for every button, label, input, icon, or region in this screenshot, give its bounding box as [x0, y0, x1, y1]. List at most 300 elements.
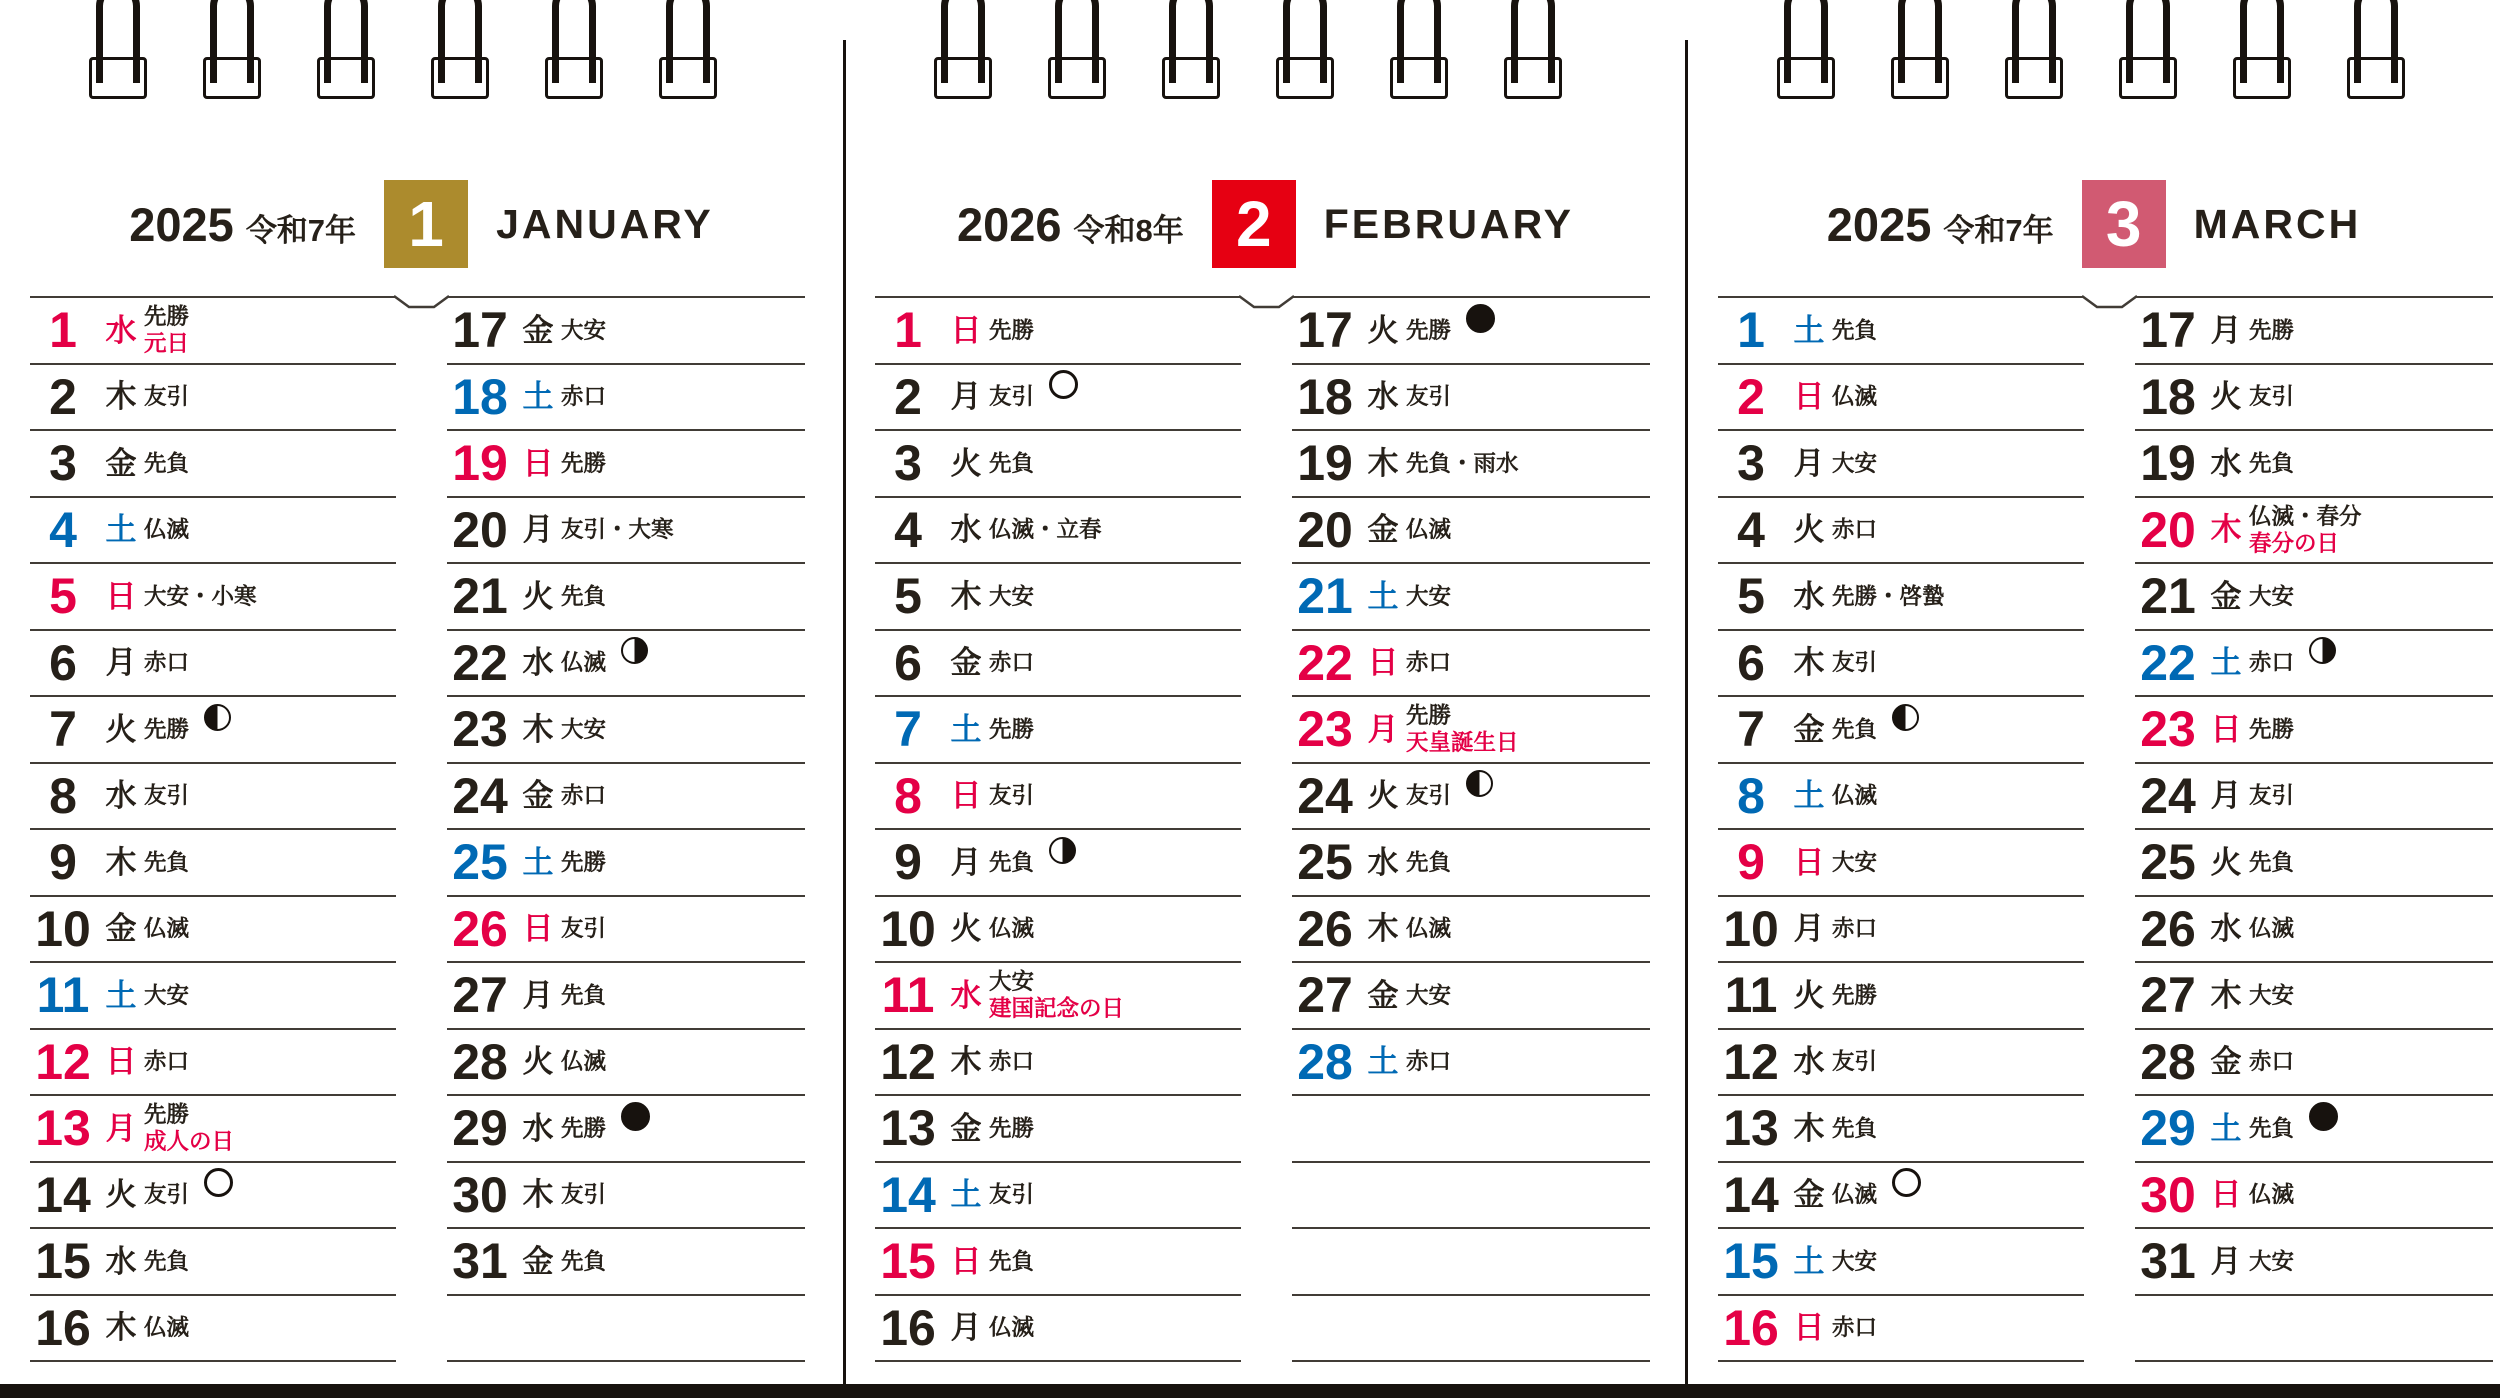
- day-number: 6: [894, 634, 922, 691]
- binder-ring-wire: [1511, 0, 1555, 83]
- day-number: 5: [1737, 568, 1765, 625]
- weekday-label: 月: [1793, 911, 1825, 947]
- rokuyo-label: 先勝: [1406, 317, 1452, 343]
- weekday-label: 日: [1793, 379, 1825, 415]
- rokuyo-label: 先勝: [144, 716, 190, 742]
- day-number: 1: [49, 302, 77, 359]
- binder-ring-wire: [552, 0, 596, 83]
- rokuyo-label: 赤口: [989, 650, 1035, 676]
- binder-rings-row: [1688, 0, 2500, 110]
- weekday-label: 金: [1367, 977, 1399, 1013]
- binder-ring-wire: [2126, 0, 2170, 83]
- calendar-row: [447, 431, 805, 498]
- rokuyo-label: 赤口: [2249, 650, 2295, 676]
- day-number: 17: [452, 302, 508, 359]
- rokuyo-label: 友引: [1832, 1049, 1878, 1075]
- calendar-row: [875, 498, 1241, 565]
- day-number: 18: [2140, 368, 2196, 425]
- day-number: 17: [2140, 302, 2196, 359]
- calendar-row: [875, 1296, 1241, 1363]
- rokuyo-label: 仏滅: [2249, 916, 2295, 942]
- year-label: 2025: [1826, 197, 1932, 251]
- calendar-row: [1292, 697, 1650, 764]
- rokuyo-label: 仏滅: [1832, 384, 1878, 410]
- calendar-row: [2135, 631, 2493, 698]
- calendar-row: [1718, 1296, 2084, 1363]
- month-panel-march: [1688, 0, 2500, 1398]
- weekday-label: 水: [105, 312, 137, 348]
- day-number: 12: [880, 1033, 936, 1090]
- calendar-row: [30, 1030, 396, 1097]
- rokuyo-label: 大安: [1406, 583, 1452, 609]
- calendar-column-right: [447, 296, 805, 1362]
- day-number: 23: [1297, 701, 1353, 758]
- month-name: FEBRUARY: [1323, 200, 1575, 247]
- month-panel-february: [845, 0, 1686, 1398]
- calendar-row: [875, 365, 1241, 432]
- calendar-row: [30, 697, 396, 764]
- weekday-label: 木: [1793, 1110, 1825, 1146]
- rokuyo-label: 先負: [1406, 849, 1452, 875]
- day-number: 28: [452, 1033, 508, 1090]
- day-number: 14: [880, 1166, 936, 1223]
- calendar-row: [447, 897, 805, 964]
- full-moon-icon: [1049, 370, 1078, 399]
- binder-ring-wire: [438, 0, 482, 83]
- calendar-row: [30, 1296, 396, 1363]
- rokuyo-label: 友引: [561, 1182, 607, 1208]
- calendar-row: [875, 631, 1241, 698]
- weekday-label: 土: [2210, 1110, 2242, 1146]
- year-label: 2025: [129, 197, 234, 251]
- weekday-label: 月: [522, 977, 554, 1013]
- new-moon-icon: [621, 1102, 650, 1131]
- day-number: 13: [880, 1100, 936, 1157]
- weekday-label: 土: [2210, 645, 2242, 681]
- rokuyo-label: 友引: [989, 384, 1035, 410]
- day-number: 15: [35, 1233, 91, 1290]
- weekday-label: 木: [1793, 645, 1825, 681]
- calendar-row: [875, 897, 1241, 964]
- weekday-label: 金: [105, 445, 137, 481]
- calendar-row: [2135, 764, 2493, 831]
- weekday-label: 水: [1367, 844, 1399, 880]
- calendar-row: [30, 1163, 396, 1230]
- weekday-label: 水: [1793, 1044, 1825, 1080]
- rokuyo-label: 友引: [144, 1182, 190, 1208]
- rokuyo-label: 先勝: [561, 1115, 607, 1141]
- day-number: 29: [2140, 1100, 2196, 1157]
- day-number: 20: [452, 501, 508, 558]
- weekday-label: 土: [522, 379, 554, 415]
- rokuyo-label: 大安: [989, 583, 1035, 609]
- rokuyo-label: 仏滅: [989, 916, 1035, 942]
- day-number: 8: [49, 767, 77, 824]
- rokuyo-label: 大安: [2249, 1248, 2295, 1274]
- calendar-row: [2135, 697, 2493, 764]
- weekday-label: 火: [522, 578, 554, 614]
- calendar-row: [447, 1229, 805, 1296]
- weekday-label: 水: [105, 778, 137, 814]
- rokuyo-label: 赤口: [1832, 1315, 1878, 1341]
- weekday-label: 水: [105, 1243, 137, 1279]
- day-number: 16: [880, 1299, 936, 1356]
- rokuyo-label: 友引: [144, 384, 190, 410]
- calendar-row: [1718, 564, 2084, 631]
- day-number: 9: [1737, 834, 1765, 891]
- day-number: 25: [2140, 834, 2196, 891]
- weekday-label: 火: [105, 711, 137, 747]
- year-label: 2026: [956, 197, 1062, 251]
- rokuyo-label: 先勝: [1406, 703, 1452, 729]
- day-number: 15: [880, 1233, 936, 1290]
- calendar-row: [30, 431, 396, 498]
- month-header: [845, 170, 1686, 278]
- month-name: JANUARY: [496, 200, 714, 247]
- day-number: 26: [452, 900, 508, 957]
- calendar-row: [1292, 1030, 1650, 1097]
- day-number: 7: [1737, 701, 1765, 758]
- calendar-row: [447, 830, 805, 897]
- day-number: 17: [1297, 302, 1353, 359]
- calendar-row: [30, 963, 396, 1030]
- weekday-label: 火: [1793, 512, 1825, 548]
- weekday-label: 木: [950, 1044, 982, 1080]
- weekday-label: 月: [950, 379, 982, 415]
- weekday-label: 木: [2210, 512, 2242, 548]
- calendar-row: [1292, 1163, 1650, 1230]
- day-number: 21: [1297, 568, 1353, 625]
- calendar-row: [1718, 1163, 2084, 1230]
- day-number: 13: [35, 1100, 91, 1157]
- binder-ring-wire: [666, 0, 710, 83]
- calendar-row: [30, 1096, 396, 1163]
- center-tab: [1238, 295, 1296, 311]
- rokuyo-label: 先勝: [2249, 716, 2295, 742]
- calendar-row: [447, 631, 805, 698]
- binder-ring-wire: [210, 0, 254, 83]
- calendar-row: [1292, 631, 1650, 698]
- day-number: 10: [35, 900, 91, 957]
- weekday-label: 土: [522, 844, 554, 880]
- day-number: 8: [894, 767, 922, 824]
- weekday-label: 月: [2210, 312, 2242, 348]
- calendar-row: [1718, 897, 2084, 964]
- day-number: 5: [49, 568, 77, 625]
- day-number: 11: [1724, 967, 1778, 1024]
- rokuyo-label: 先負: [2249, 849, 2295, 875]
- rokuyo-label: 赤口: [561, 384, 607, 410]
- day-number: 19: [1297, 435, 1353, 492]
- calendar-row: [875, 764, 1241, 831]
- rokuyo-label: 赤口: [1832, 916, 1878, 942]
- weekday-label: 月: [2210, 1243, 2242, 1279]
- weekday-label: 水: [2210, 445, 2242, 481]
- weekday-label: 金: [105, 911, 137, 947]
- weekday-label: 日: [1793, 1310, 1825, 1346]
- rokuyo-label: 友引: [989, 783, 1035, 809]
- full-moon-icon: [204, 1168, 233, 1197]
- binder-ring-wire: [324, 0, 368, 83]
- rokuyo-label: 仏滅: [1832, 1182, 1878, 1208]
- day-number: 6: [1737, 634, 1765, 691]
- calendar-row: [1292, 1096, 1650, 1163]
- calendar-row: [30, 1229, 396, 1296]
- binder-rings-row: [845, 0, 1686, 110]
- weekday-label: 月: [105, 645, 137, 681]
- rokuyo-label: 仏滅: [989, 1315, 1035, 1341]
- calendar-row: [447, 1030, 805, 1097]
- calendar-row: [2135, 1030, 2493, 1097]
- rokuyo-label: 先負: [989, 450, 1035, 476]
- weekday-label: 日: [2210, 1177, 2242, 1213]
- day-number: 20: [2140, 501, 2196, 558]
- first-quarter-moon-icon: [204, 704, 231, 731]
- calendar-column-left: [1718, 296, 2084, 1362]
- day-number: 19: [452, 435, 508, 492]
- calendar-row: [2135, 1163, 2493, 1230]
- weekday-label: 土: [1367, 578, 1399, 614]
- weekday-label: 日: [1367, 645, 1399, 681]
- calendar-row: [30, 298, 396, 365]
- weekday-label: 月: [950, 1310, 982, 1346]
- calendar-row: [447, 1163, 805, 1230]
- day-number: 8: [1737, 767, 1765, 824]
- calendar-row: [875, 1229, 1241, 1296]
- calendar-row: [1718, 631, 2084, 698]
- calendar-row: [2135, 830, 2493, 897]
- weekday-label: 金: [522, 312, 554, 348]
- rokuyo-label: 先勝: [561, 450, 607, 476]
- rokuyo-label: 友引: [989, 1182, 1035, 1208]
- calendar-row: [1718, 365, 2084, 432]
- day-number: 3: [1737, 435, 1765, 492]
- weekday-label: 月: [2210, 778, 2242, 814]
- calendar-row: [1292, 298, 1650, 365]
- rokuyo-label: 先勝・啓蟄: [1832, 583, 1945, 609]
- last-quarter-moon-icon: [1049, 837, 1076, 864]
- day-number: 21: [452, 568, 508, 625]
- weekday-label: 日: [522, 911, 554, 947]
- weekday-label: 火: [950, 445, 982, 481]
- calendar-row: [447, 498, 805, 565]
- weekday-label: 日: [1793, 844, 1825, 880]
- weekday-label: 金: [950, 1110, 982, 1146]
- new-moon-icon: [2309, 1102, 2338, 1131]
- day-number: 12: [1723, 1033, 1779, 1090]
- calendar-row: [447, 298, 805, 365]
- day-number: 4: [894, 501, 922, 558]
- calendar-row: [2135, 365, 2493, 432]
- calendar-row: [30, 564, 396, 631]
- rokuyo-label: 友引・大寒: [561, 517, 674, 543]
- weekday-label: 月: [950, 844, 982, 880]
- rokuyo-label: 先勝: [561, 849, 607, 875]
- weekday-label: 土: [105, 977, 137, 1013]
- day-number: 22: [1297, 634, 1353, 691]
- calendar-row: [2135, 897, 2493, 964]
- weekday-label: 土: [105, 512, 137, 548]
- day-number: 22: [2140, 634, 2196, 691]
- day-number: 18: [452, 368, 508, 425]
- weekday-label: 木: [1367, 911, 1399, 947]
- weekday-label: 金: [2210, 578, 2242, 614]
- rokuyo-label: 先負: [561, 1248, 607, 1274]
- weekday-label: 金: [522, 1243, 554, 1279]
- rokuyo-label: 先負: [144, 1248, 190, 1274]
- calendar-row: [447, 697, 805, 764]
- last-quarter-moon-icon: [621, 637, 648, 664]
- new-moon-icon: [1466, 304, 1495, 333]
- day-number: 7: [894, 701, 922, 758]
- month-header: [0, 170, 843, 278]
- weekday-label: 火: [950, 911, 982, 947]
- rokuyo-label: 赤口: [1832, 517, 1878, 543]
- calendar-row: [30, 631, 396, 698]
- rokuyo-label: 大安: [1406, 982, 1452, 1008]
- center-tab: [2081, 295, 2139, 311]
- calendar-row: [2135, 1229, 2493, 1296]
- weekday-label: 日: [950, 778, 982, 814]
- day-number: 31: [2140, 1233, 2196, 1290]
- rokuyo-label: 先負: [561, 982, 607, 1008]
- day-number: 10: [880, 900, 936, 957]
- weekday-label: 土: [1793, 778, 1825, 814]
- calendar-row: [1718, 1030, 2084, 1097]
- rokuyo-label: 大安: [1832, 849, 1878, 875]
- rokuyo-label: 先勝: [989, 716, 1035, 742]
- calendar-row: [1292, 365, 1650, 432]
- day-number: 27: [1297, 967, 1353, 1024]
- binder-ring-wire: [1784, 0, 1828, 83]
- day-number: 5: [894, 568, 922, 625]
- binder-ring-wire: [2012, 0, 2056, 83]
- month-name: MARCH: [2193, 200, 2362, 247]
- day-number: 23: [2140, 701, 2196, 758]
- calendar-row: [875, 963, 1241, 1030]
- rokuyo-label: 先負: [2249, 1115, 2295, 1141]
- calendar-row: [1292, 1229, 1650, 1296]
- calendar-row: [1718, 298, 2084, 365]
- binder-ring-wire: [1283, 0, 1327, 83]
- calendar-row: [2135, 498, 2493, 565]
- day-number: 20: [1297, 501, 1353, 558]
- calendar-row: [2135, 1296, 2493, 1363]
- rokuyo-label: 先勝: [989, 1115, 1035, 1141]
- day-number: 10: [1723, 900, 1779, 957]
- calendar-row: [875, 564, 1241, 631]
- calendar-row: [875, 298, 1241, 365]
- rokuyo-label: 仏滅: [561, 650, 607, 676]
- calendar-row: [1292, 1296, 1650, 1363]
- holiday-label: 成人の日: [144, 1129, 235, 1155]
- weekday-label: 日: [105, 578, 137, 614]
- calendar-row: [875, 1096, 1241, 1163]
- weekday-label: 日: [2210, 711, 2242, 747]
- binder-ring-wire: [1898, 0, 1942, 83]
- weekday-label: 水: [950, 977, 982, 1013]
- weekday-label: 水: [522, 1110, 554, 1146]
- rokuyo-label: 先負: [144, 450, 190, 476]
- rokuyo-label: 仏滅・立春: [989, 517, 1102, 543]
- month-number: 1: [408, 188, 444, 260]
- weekday-label: 土: [950, 711, 982, 747]
- binder-ring-wire: [2354, 0, 2398, 83]
- era-label: 令和7年: [1943, 212, 2054, 248]
- month-number-box: [384, 180, 468, 268]
- rokuyo-label: 先負: [2249, 450, 2295, 476]
- rokuyo-label: 赤口: [1406, 1049, 1452, 1075]
- calendar-row: [875, 830, 1241, 897]
- first-quarter-moon-icon: [1466, 770, 1493, 797]
- day-number: 21: [2140, 568, 2196, 625]
- day-number: 27: [452, 967, 508, 1024]
- day-number: 26: [2140, 900, 2196, 957]
- day-number: 25: [452, 834, 508, 891]
- weekday-label: 金: [1793, 1177, 1825, 1213]
- weekday-label: 木: [522, 711, 554, 747]
- day-number: 11: [36, 967, 90, 1024]
- weekday-label: 土: [1793, 1243, 1825, 1279]
- day-number: 6: [49, 634, 77, 691]
- rokuyo-label: 先負: [1832, 716, 1878, 742]
- calendar-row: [447, 1296, 805, 1363]
- rokuyo-label: 先負: [144, 849, 190, 875]
- day-number: 16: [35, 1299, 91, 1356]
- calendar-row: [30, 365, 396, 432]
- calendar-row: [1292, 897, 1650, 964]
- calendar-column-left: [875, 296, 1241, 1362]
- rokuyo-label: 友引: [144, 783, 190, 809]
- weekday-label: 木: [950, 578, 982, 614]
- month-header: [1688, 170, 2500, 278]
- calendar-row: [2135, 564, 2493, 631]
- weekday-label: 火: [105, 1177, 137, 1213]
- weekday-label: 月: [522, 512, 554, 548]
- day-number: 15: [1723, 1233, 1779, 1290]
- rokuyo-label: 先負: [1832, 1115, 1878, 1141]
- calendar-row: [447, 764, 805, 831]
- month-number-box: [1212, 180, 1296, 268]
- binder-ring-wire: [96, 0, 140, 83]
- weekday-label: 木: [522, 1177, 554, 1213]
- calendar-row: [1292, 830, 1650, 897]
- calendar-row: [1718, 431, 2084, 498]
- calendar-column-right: [2135, 296, 2493, 1362]
- day-number: 16: [1723, 1299, 1779, 1356]
- era-label: 令和8年: [1073, 212, 1184, 248]
- rokuyo-label: 赤口: [144, 1049, 190, 1075]
- calendar-column-left: [30, 296, 396, 1362]
- weekday-label: 火: [2210, 379, 2242, 415]
- rokuyo-label: 友引: [1406, 783, 1452, 809]
- day-number: 14: [1723, 1166, 1779, 1223]
- weekday-label: 木: [105, 1310, 137, 1346]
- year-group: [1827, 197, 2054, 252]
- rokuyo-label: 大安: [1832, 1248, 1878, 1274]
- holiday-label: 元日: [144, 331, 190, 357]
- rokuyo-label: 赤口: [144, 650, 190, 676]
- holiday-label: 天皇誕生日: [1406, 730, 1519, 756]
- rokuyo-label: 赤口: [561, 783, 607, 809]
- day-number: 7: [49, 701, 77, 758]
- day-number: 27: [2140, 967, 2196, 1024]
- calendar-row: [1292, 498, 1650, 565]
- rokuyo-label: 仏滅: [1832, 783, 1878, 809]
- calendar-row: [1718, 963, 2084, 1030]
- calendar-row: [447, 365, 805, 432]
- rokuyo-label: 大安: [989, 969, 1035, 995]
